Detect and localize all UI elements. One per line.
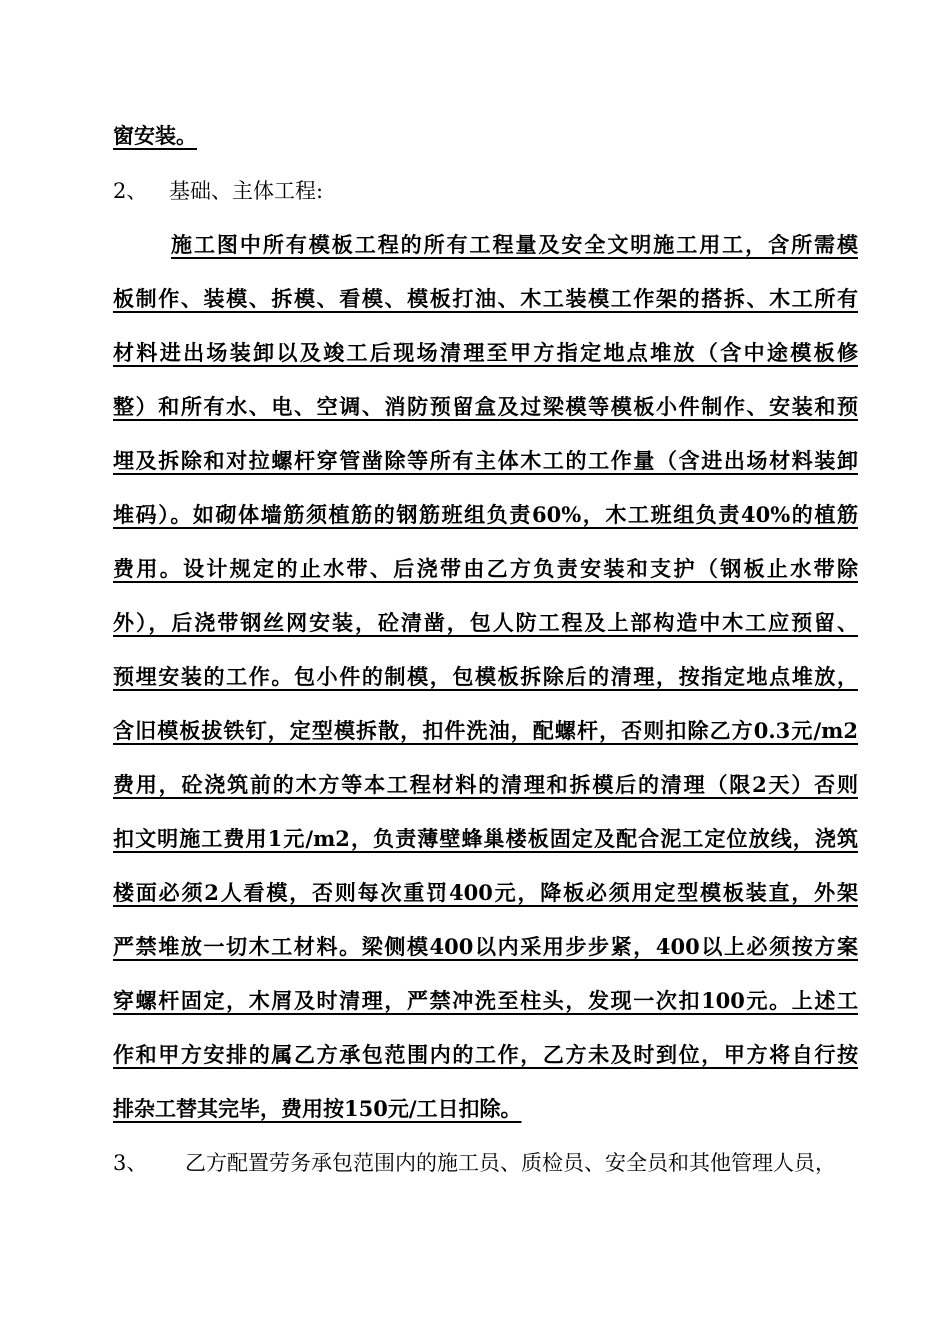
section-2-title: 基础、主体工程:	[169, 179, 324, 203]
paragraph-line: 板制作、装模、拆模、看模、模板打油、木工装模工作架的搭拆、木工所有	[113, 286, 858, 311]
paragraph-line: 预埋安装的工作。包小件的制模，包模板拆除后的清理，按指定地点堆放，	[113, 664, 858, 689]
paragraph-line: 整）和所有水、电、空调、消防预留盒及过梁模等模板小件制作、安装和预	[113, 394, 858, 419]
paragraph-line: 堆码）。如砌体墙筋须植筋的钢筋班组负责60%，木工班组负责40%的植筋	[113, 502, 858, 527]
paragraph-line: 费用。设计规定的止水带、后浇带由乙方负责安装和支护（钢板止水带除	[113, 556, 858, 581]
paragraph-last-line: 排杂工替其完毕，费用按150元/工日扣除。	[113, 1096, 522, 1121]
section-3-line	[113, 1149, 836, 1177]
paragraph-line: 埋及拆除和对拉螺杆穿管凿除等所有主体木工的工作量（含进出场材料装卸	[113, 448, 858, 473]
paragraph-line: 楼面必须2人看模，否则每次重罚400元，降板必须用定型模板装直，外架	[113, 880, 858, 905]
paragraph-line: 扣文明施工费用1元/m2，负责薄壁蜂巢楼板固定及配合泥工定位放线，浇筑	[113, 826, 858, 851]
section-2-heading	[113, 177, 323, 205]
paragraph-line: 含旧模板拔铁钉，定型模拆散，扣件洗油，配螺杆，否则扣除乙方0.3元/m2	[113, 718, 858, 743]
paragraph-line: 材料进出场装卸以及竣工后现场清理至甲方指定地点堆放（含中途模板修	[113, 340, 858, 365]
paragraph-line: 施工图中所有模板工程的所有工程量及安全文明施工用工，含所需模	[171, 232, 858, 257]
paragraph-line: 严禁堆放一切木工材料。梁侧模400以内采用步步紧，400以上必须按方案	[113, 934, 858, 959]
paragraph-line: 外），后浇带钢丝网安装，砼清凿，包人防工程及上部构造中木工应预留、	[113, 610, 858, 635]
paragraph-line: 作和甲方安排的属乙方承包范围内的工作，乙方未及时到位，甲方将自行按	[113, 1042, 858, 1067]
paragraph-line: 费用，砼浇筑前的木方等本工程材料的清理和拆模后的清理（限2天）否则	[113, 772, 858, 797]
section-3-text: 乙方配置劳务承包范围内的施工员、质检员、安全员和其他管理人员，	[185, 1151, 836, 1175]
section-3-number: 3、	[113, 1151, 148, 1175]
intro-line: 窗安装。	[113, 123, 197, 148]
paragraph-line: 穿螺杆固定，木屑及时清理，严禁冲洗至柱头，发现一次扣100元。上述工	[113, 988, 858, 1013]
section-2-number: 2、	[113, 179, 148, 203]
